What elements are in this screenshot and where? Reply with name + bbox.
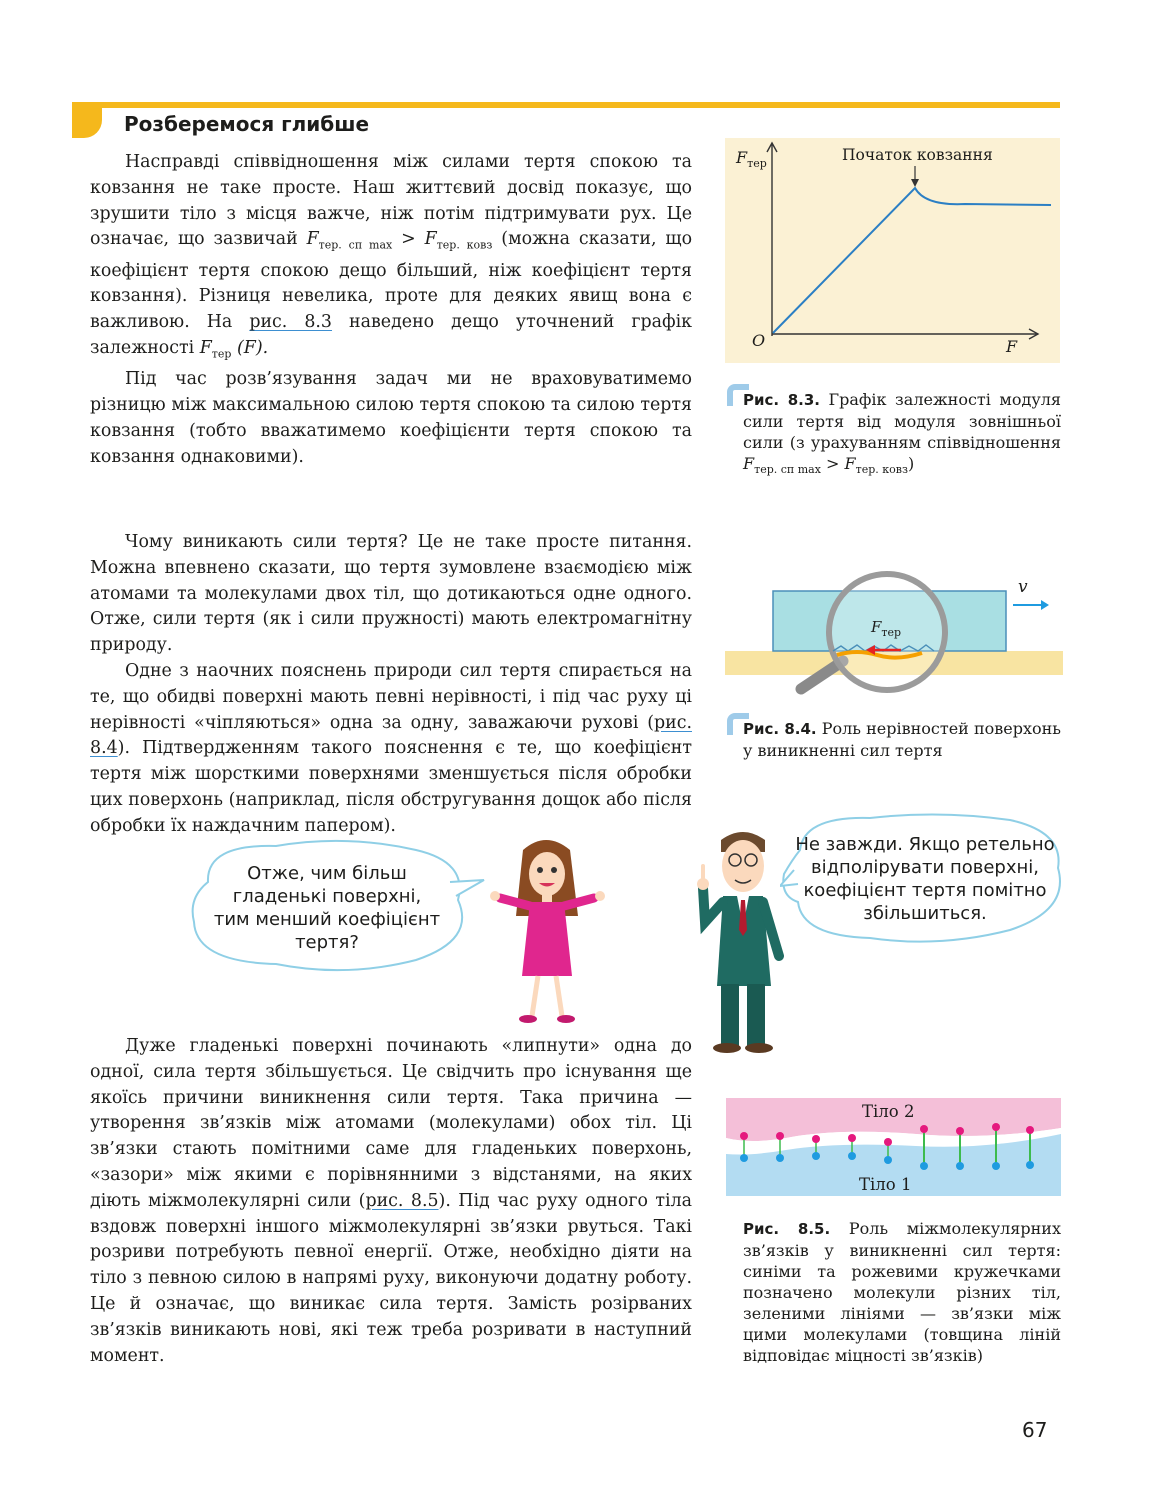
link-fig-8-5[interactable]: рис. 8.5 — [365, 1190, 439, 1211]
molecule-blue — [776, 1154, 784, 1162]
section-header-tab — [72, 102, 102, 138]
body-1-label: Тіло 1 — [859, 1175, 912, 1194]
page-number: 67 — [1022, 1418, 1048, 1442]
body-paragraph-4: Одне з наочних пояснень природи сил тертя спирається на те, що обидві поверхні мають певні нерівності, і під час руху ці нерівності «чіпляються» одна за одну, заважаючи рухові (рис. 8.4). Підтвердженням такого пояснення є те, що коефіцієнт тертя між шорсткими поверхнями зменшується після обробки цих поверхонь (наприклад, після обстругування дощок або після обробки їх наждачним папером). — [90, 660, 692, 836]
body-paragraph-3: Чому виникають сили тертя? Це не таке просте питання. Можна впевнено сказати, що тертя зумовлене взаємодією між атомами та молекулами двох тіл, що дотикаються одне одного. Отже, сили тертя (як і сили пружності) мають електромагнітну природу. — [90, 532, 692, 656]
girl-face — [529, 852, 565, 896]
molecule-blue — [848, 1152, 856, 1160]
figure-8-3-graph — [725, 138, 1060, 363]
man-speech-text: Не завжди. Якщо ретельно відполірувати поверхні, коефіцієнт тертя помітно збільшиться. — [795, 834, 1055, 924]
girl-eye-left — [537, 867, 543, 873]
molecule-pink — [776, 1132, 784, 1140]
body-text-1 — [90, 530, 692, 840]
caption-fig-8-3: Рис. 8.3. Графік залежності модуля сили тертя від модуля зовнішньої сили (з урахуванням співвідношення $F_{тер. сп max} > F_{тер. ковз}$) — [743, 390, 1061, 477]
deeper-paragraph-1 — [90, 150, 692, 367]
molecule-blue — [812, 1152, 820, 1160]
girl-speech-text: Отже, чим більш гладенькі поверхні, тим менший коефіцієнт тертя? — [213, 863, 441, 953]
man-arm-raised — [703, 888, 723, 922]
figure-8-4-magnifier — [725, 565, 1065, 700]
formula-friction-of-f: $F_{тер}$ (F). — [199, 338, 269, 361]
molecule-blue — [884, 1156, 892, 1164]
deeper-text — [90, 150, 692, 471]
girl-hand-left — [490, 891, 500, 901]
molecule-pink — [1026, 1126, 1034, 1134]
molecule-pink — [920, 1125, 928, 1133]
molecule-blue — [1026, 1161, 1034, 1169]
deeper-paragraph-2: Під час розв’язування задач ми не враховуватимемо різницю між максимальною силою тертя спокою та силою тертя ковзання (тобто вважатимемо коефіцієнти тертя спокою та ковзання однаковими). — [90, 369, 692, 467]
girl-shoe-left — [519, 1015, 537, 1023]
graph-background — [725, 138, 1060, 363]
man-shoe-left — [713, 1043, 741, 1053]
friction-force-label: $F_{тер}$ — [871, 618, 902, 639]
section-title: Розберемося глибше — [124, 112, 370, 136]
molecule-pink — [992, 1123, 1000, 1131]
girl-shoe-right — [557, 1015, 575, 1023]
girl-leg-left — [532, 976, 538, 1016]
caption-formula: $F_{тер. сп max} > F_{тер. ковз}$ — [743, 454, 908, 477]
molecule-pink — [848, 1134, 856, 1142]
molecule-blue — [920, 1162, 928, 1170]
man-leg-left — [721, 984, 739, 1046]
deeper-p1-c: наведено дещо уточнений графік залежності — [90, 312, 692, 359]
link-fig-8-4[interactable]: рис. 8.4 — [90, 712, 692, 759]
girl-dress — [522, 902, 572, 976]
body-paragraph-5: Дуже гладенькі поверхні починають «липнути» одна до одної, сила тертя збільшується. Це свідчить про існування ще якоїсь причини виникнення сили тертя. Така причина — утворення зв’язків між атомами (молекулами) обох тіл. Ці зв’язки стають помітними саме для гладеньких поверхонь, «зазори» між якими є порівнянними з відстанями, на яких діють міжмолекулярні сили (рис. 8.5). Під час руху одного тіла вздовж поверхні іншого міжмолекулярні зв’язки рвуться. Такі розриви потребують певної енергії. Отже, необхідно діяти на тіло з певною силою в напрямі руху, виконуючи додатну роботу. Це й означає, що виникає сила тертя. Замість розірваних зв’язків виникають нові, які теж треба розривати в наступний момент. — [90, 1036, 692, 1366]
figure-8-5-bonds — [726, 1098, 1061, 1196]
deeper-p1-b: (можна сказати, що коефіцієнт тертя спокою дещо більший, ніж коефіцієнт тертя ковзання). Різниця невелика, проте для деяких явищ вона є важливою. На — [90, 229, 693, 333]
caption-fig-8-5: Рис. 8.5. Роль міжмолекулярних зв’язків у виникненні сил тертя: синіми та рожевими кружечками позначено молекули різних тіл, зеленими лініями — зв’язки між цими молекулами (товщина ліній відповідає міцності зв’язків) — [743, 1219, 1061, 1365]
molecule-pink — [884, 1138, 892, 1146]
deeper-p1-a: Насправді співвідношення між силами тертя спокою та ковзання не таке просте. Наш життєвий досвід показує, що зрушити тіло з місця важче, ніж потім підтримувати рух. Це означає, що зазвичай — [90, 152, 692, 250]
body-text-2 — [90, 1034, 692, 1369]
molecule-blue — [740, 1154, 748, 1162]
molecule-blue — [992, 1162, 1000, 1170]
girl-character — [486, 836, 611, 1026]
girl-hand-right — [595, 891, 605, 901]
formula-static-gt-sliding: $F_{тер. сп max} > F_{тер. ковз}$ — [306, 229, 493, 252]
girl-leg-right — [556, 976, 562, 1016]
section-header-line — [102, 102, 1060, 108]
caption-fig-8-4: Рис. 8.4. Роль нерівностей поверхонь у виникненні сил тертя — [743, 719, 1061, 760]
velocity-label: v — [1018, 577, 1028, 597]
body-2-label: Тіло 2 — [862, 1102, 915, 1121]
man-leg-right — [747, 984, 765, 1046]
velocity-arrow-head-icon — [1041, 600, 1049, 610]
graph-x-label: F — [1006, 337, 1018, 356]
girl-eye-right — [551, 867, 557, 873]
molecule-blue — [956, 1162, 964, 1170]
man-face — [722, 840, 764, 892]
man-shoe-right — [745, 1043, 773, 1053]
molecule-pink — [812, 1135, 820, 1143]
graph-annotation: Початок ковзання — [842, 146, 993, 164]
molecule-pink — [956, 1127, 964, 1135]
link-fig-8-3[interactable]: рис. 8.3 — [249, 312, 333, 333]
graph-y-label: $F_{тер}$ — [736, 148, 767, 171]
graph-origin-label: O — [752, 331, 766, 350]
molecule-pink — [740, 1132, 748, 1140]
